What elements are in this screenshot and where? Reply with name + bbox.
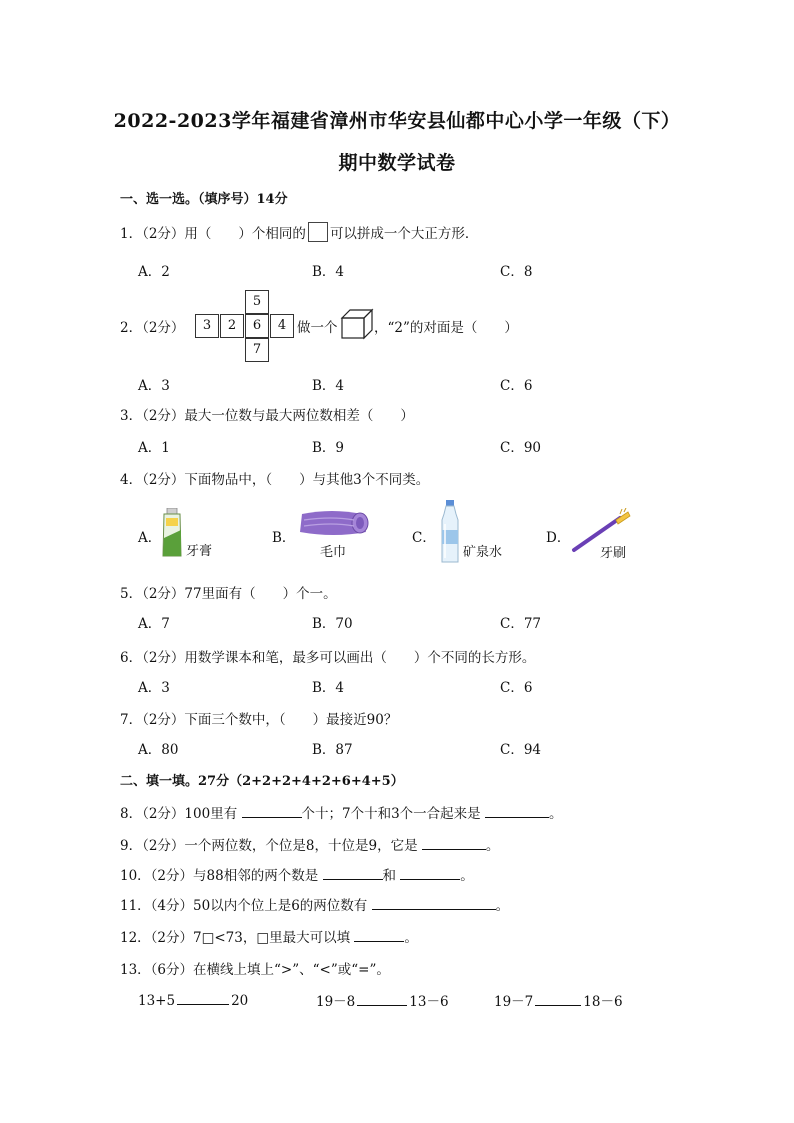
option-c: C． xyxy=(412,530,436,546)
option-a: A．2 xyxy=(138,264,170,280)
section-1-heading: 一、选一选。（填序号）14分 xyxy=(120,192,288,207)
answer-blank[interactable] xyxy=(400,865,460,880)
option-a: A． xyxy=(138,530,162,546)
option-c: C．8 xyxy=(500,264,533,280)
option-a: A．3 xyxy=(138,378,170,394)
question-11 xyxy=(120,894,509,914)
compare-item xyxy=(138,990,248,1009)
option-b: B．4 xyxy=(312,378,345,394)
question-11-text-end: 。 xyxy=(495,898,510,914)
cube-net xyxy=(195,290,297,364)
answer-blank[interactable] xyxy=(372,895,496,910)
answer-blank[interactable] xyxy=(323,865,383,880)
page-title: 2022-2023学年福建省漳州市华安县仙都中心小学一年级（下） xyxy=(113,110,681,132)
question-10 xyxy=(120,864,474,884)
option-a: A．80 xyxy=(138,742,179,758)
question-3: 3．（2分）最大一位数与最大两位数相差（ ） xyxy=(120,408,414,424)
option-b: B． xyxy=(272,530,296,546)
option-b: B．4 xyxy=(312,680,345,696)
net-cell: 5 xyxy=(245,290,269,314)
option-c: C．94 xyxy=(500,742,542,758)
compare-right: 20 xyxy=(231,993,249,1009)
net-cell: 6 xyxy=(245,314,269,338)
option-a: A．7 xyxy=(138,616,170,632)
question-2-mid: 做一个 xyxy=(297,320,338,336)
question-9 xyxy=(120,834,499,854)
option-c: C．6 xyxy=(500,680,533,696)
question-11-text: 11．（4分）50以内个位上是6的两位数有 xyxy=(120,898,372,914)
question-10-text-mid: 和 xyxy=(382,868,401,884)
net-cell: 4 xyxy=(270,314,294,338)
compare-left: 19－8 xyxy=(316,994,356,1010)
question-8-text-end: 。 xyxy=(548,806,563,822)
section-2-heading: 二、填一填。27分（2+2+2+4+2+6+4+5） xyxy=(120,774,404,789)
net-cell: 3 xyxy=(195,314,219,338)
compare-left: 19－7 xyxy=(494,994,534,1010)
option-b: B．70 xyxy=(312,616,353,632)
water-bottle-caption: 矿泉水 xyxy=(463,545,503,560)
answer-blank[interactable] xyxy=(354,927,404,942)
toothpaste-caption: 牙膏 xyxy=(186,544,213,559)
answer-blank[interactable] xyxy=(422,835,486,850)
compare-item xyxy=(494,990,623,1010)
question-5: 5．（2分）77里面有（ ）个一。 xyxy=(120,586,337,602)
question-13: 13．（6分）在横线上填上“>”、“<”或“=”。 xyxy=(120,962,390,978)
question-12 xyxy=(120,926,418,946)
question-1-text-end: 可以拼成一个大正方形． xyxy=(329,226,479,242)
question-2-text: ，“2”的对面是（ ） xyxy=(374,320,518,336)
answer-blank[interactable] xyxy=(485,803,549,818)
question-9-text: 9．（2分）一个两位数，个位是8，十位是9，它是 xyxy=(120,838,422,854)
option-c: C．6 xyxy=(500,378,533,394)
towel-caption: 毛巾 xyxy=(320,545,347,560)
option-c: C．77 xyxy=(500,616,542,632)
water-bottle-icon xyxy=(438,500,462,564)
question-8-text-mid: 个十；7个十和3个一合起来是 xyxy=(301,806,485,822)
option-a: A．1 xyxy=(138,440,170,456)
compare-right: 13－6 xyxy=(409,994,449,1010)
question-12-text: 12．（2分）7□<73，□里最大可以填 xyxy=(120,930,355,946)
compare-item xyxy=(316,990,449,1010)
toothpaste-icon xyxy=(160,508,184,558)
question-7: 7．（2分）下面三个数中，（ ）最接近90？ xyxy=(120,712,398,728)
square-icon xyxy=(308,222,328,242)
question-4: 4．（2分）下面物品中，（ ）与其他3个不同类。 xyxy=(120,472,430,488)
option-a: A．3 xyxy=(138,680,170,696)
question-8-text: 8．（2分）100里有 xyxy=(120,806,242,822)
question-1-text: 1．（2分）用（ ）个相同的 xyxy=(120,226,306,242)
answer-blank[interactable] xyxy=(535,991,581,1006)
option-b: B．87 xyxy=(312,742,353,758)
compare-right: 18－6 xyxy=(583,994,623,1010)
question-10-text-end: 。 xyxy=(460,868,474,884)
question-6: 6．（2分）用数学课本和笔，最多可以画出（ ）个不同的长方形。 xyxy=(120,650,536,666)
option-c: C．90 xyxy=(500,440,542,456)
answer-blank[interactable] xyxy=(357,991,407,1006)
question-8 xyxy=(120,802,562,822)
option-b: B．4 xyxy=(312,264,345,280)
net-cell: 2 xyxy=(220,314,244,338)
page-subtitle: 期中数学试卷 xyxy=(338,152,456,174)
toothbrush-caption: 牙刷 xyxy=(600,546,627,561)
option-b: B．9 xyxy=(312,440,345,456)
net-cell: 7 xyxy=(245,338,269,362)
question-12-text-end: 。 xyxy=(404,930,418,946)
compare-left: 13+5 xyxy=(138,993,176,1009)
question-2-label: 2．（2分） xyxy=(120,320,185,336)
towel-icon xyxy=(296,508,370,538)
question-10-text: 10．（2分）与88相邻的两个数是 xyxy=(120,868,323,884)
option-d: D． xyxy=(546,530,571,546)
answer-blank[interactable] xyxy=(177,990,229,1005)
question-1 xyxy=(120,222,478,242)
cube-icon xyxy=(340,308,374,340)
question-9-text-end: 。 xyxy=(485,838,500,854)
answer-blank[interactable] xyxy=(242,803,302,818)
